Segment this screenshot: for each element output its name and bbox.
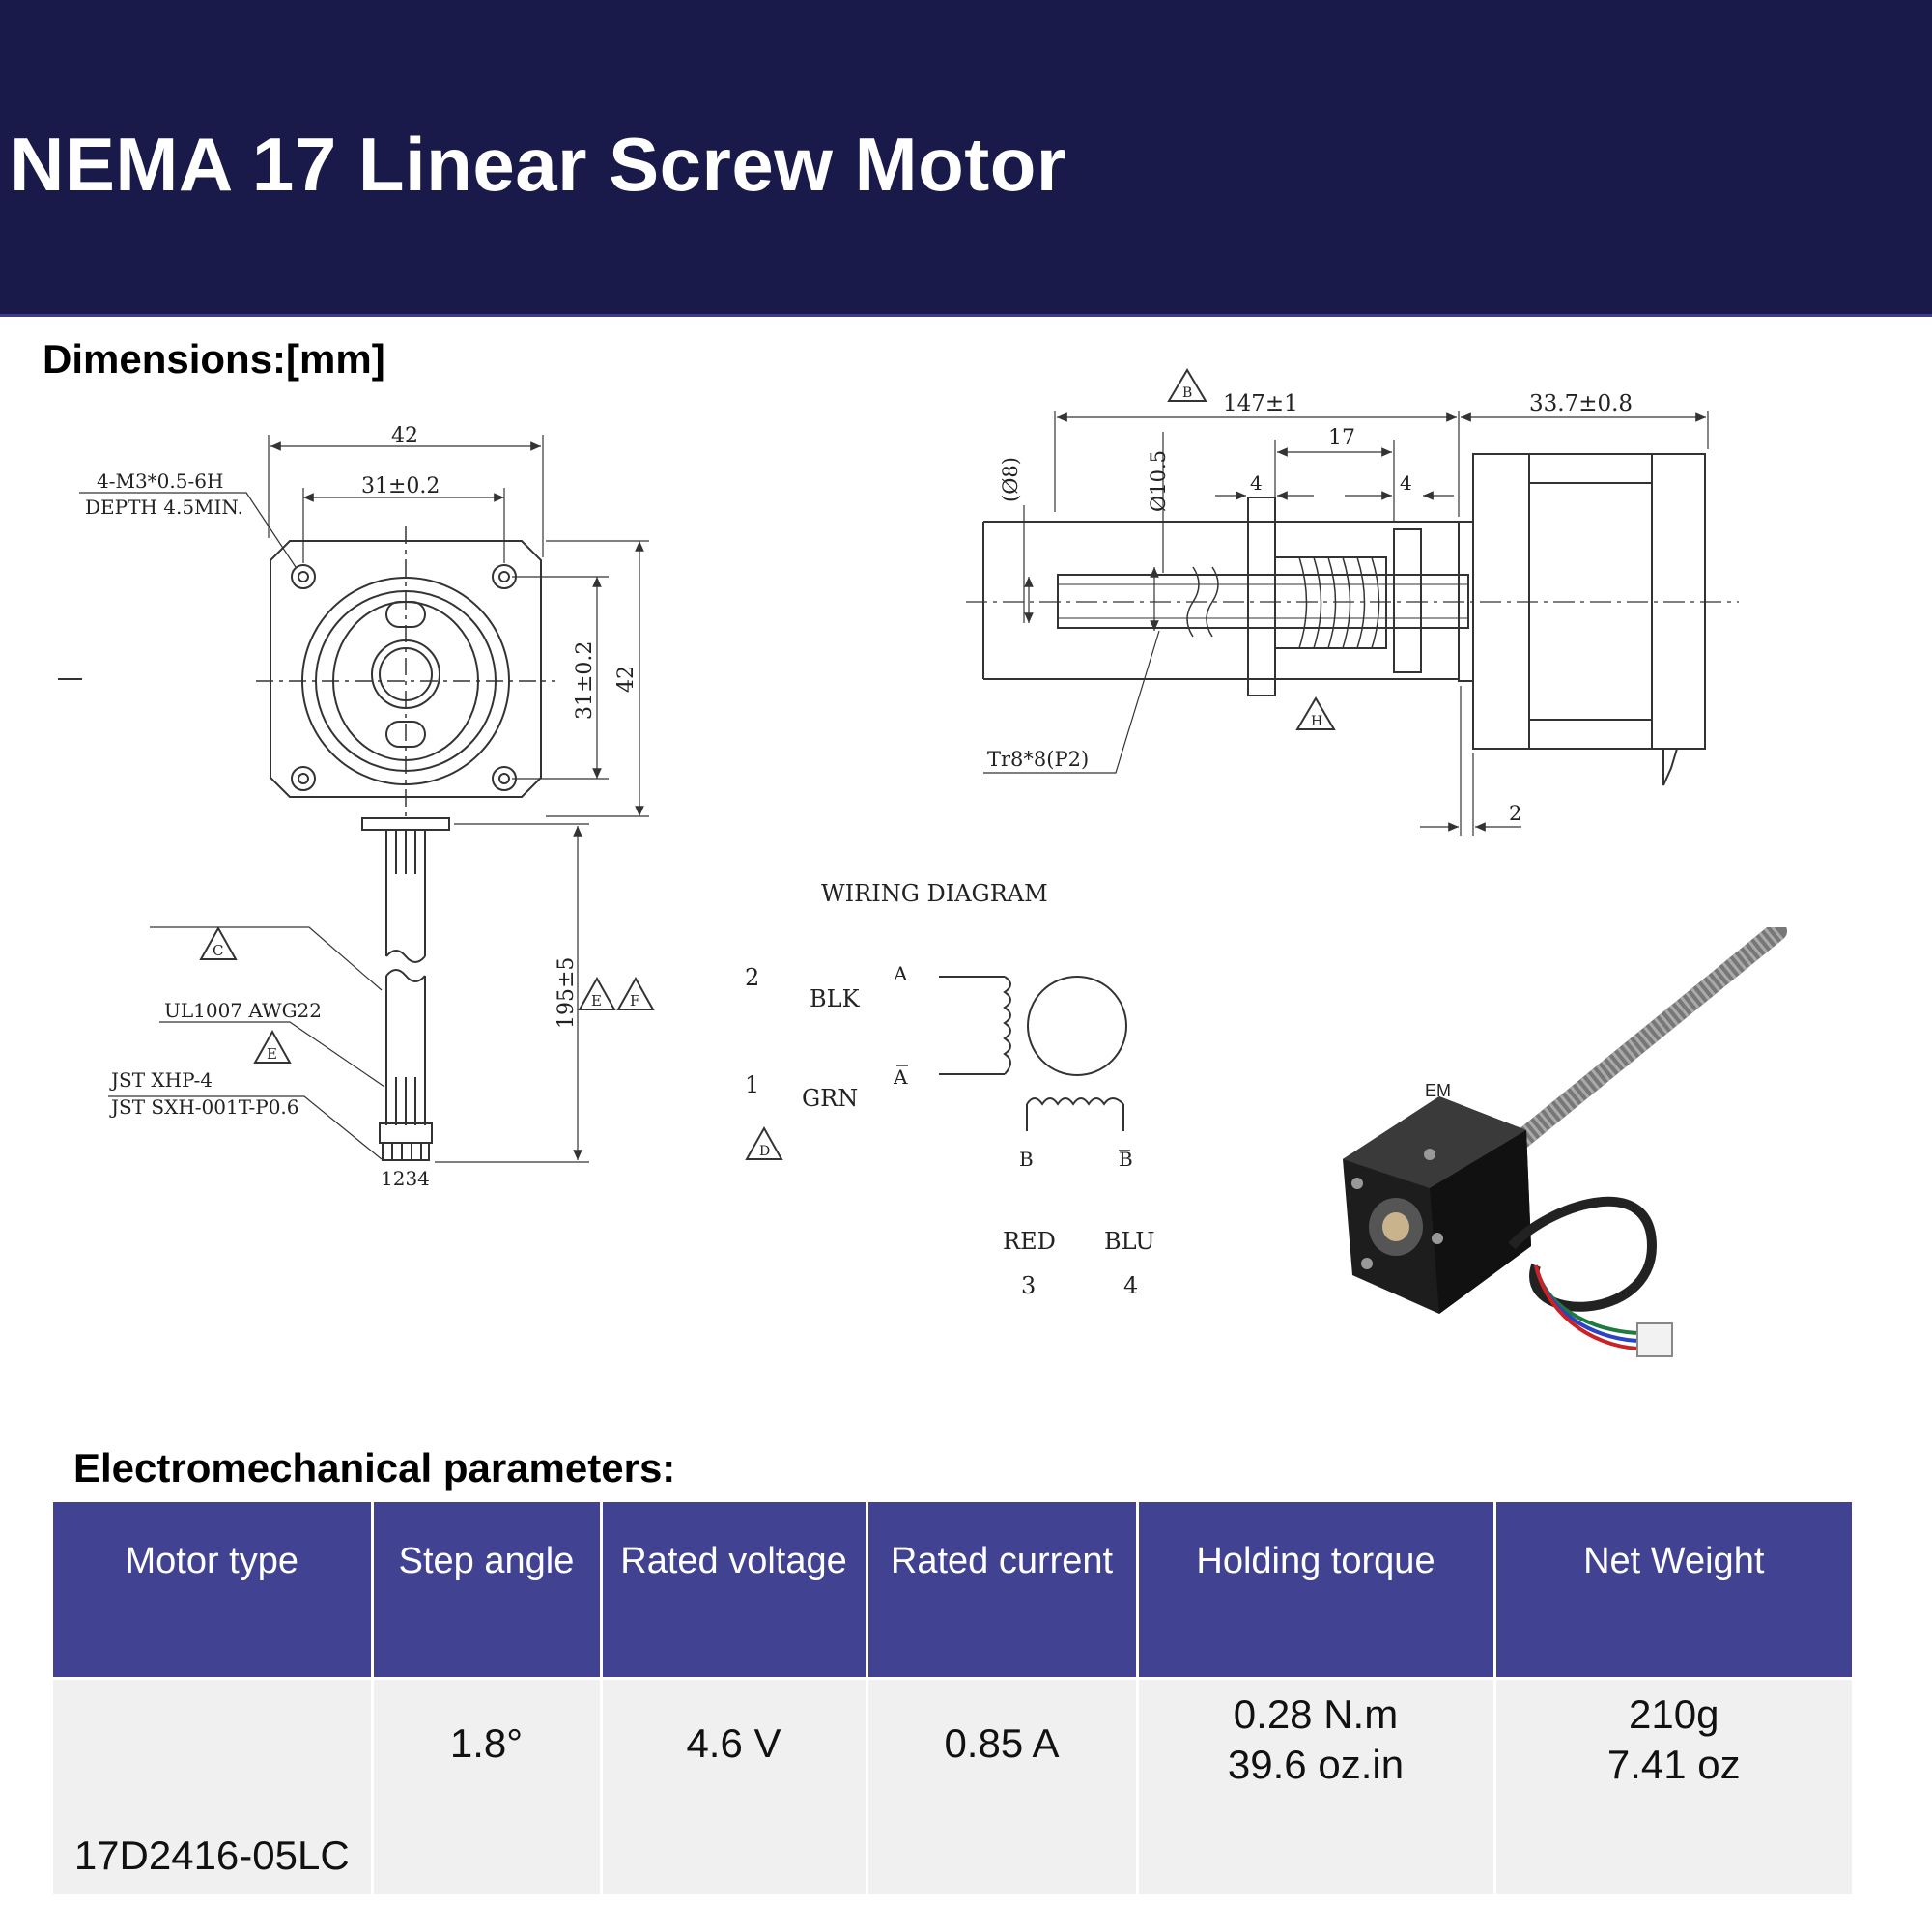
- side-view-labels: [987, 385, 1633, 825]
- net-weight-oz: 7.41 oz: [1606, 1742, 1741, 1787]
- front-view: [58, 435, 653, 1162]
- cell-holding-torque: [1137, 1679, 1494, 1895]
- thread-note-1: 4-M3*0.5-6H: [97, 469, 224, 493]
- screw-dia: (Ø8): [999, 457, 1022, 502]
- dimensions-heading: Dimensions:[mm]: [43, 336, 385, 382]
- coil-a-bar-label: A: [894, 1065, 908, 1089]
- table-header-row: [53, 1502, 1852, 1679]
- dim-hole-spacing-vertical: 31±0.2: [573, 640, 597, 720]
- wire-blu: BLU: [1104, 1228, 1155, 1255]
- header-holding-torque: Holding torque: [1137, 1502, 1494, 1679]
- coil-a-label: A: [894, 962, 908, 985]
- marker-b-label: B: [1182, 385, 1193, 401]
- lead-length: 195±5: [554, 956, 579, 1029]
- holding-torque-nm: 0.28 N.m: [1233, 1691, 1399, 1737]
- body-length: 33.7±0.8: [1529, 391, 1634, 416]
- nut-body: [1275, 557, 1386, 648]
- pin-4: 4: [1123, 1272, 1139, 1299]
- parameters-table: [53, 1502, 1852, 1894]
- pin-1: 1: [745, 1071, 760, 1098]
- connector: [380, 1123, 432, 1143]
- total-length: 147±1: [1223, 391, 1298, 416]
- cell-motor-type: 17D2416-05LC: [53, 1679, 372, 1895]
- wiring-title: WIRING DIAGRAM: [821, 880, 1048, 907]
- connector-note-1: JST XHP-4: [111, 1068, 213, 1092]
- thread-note-2: DEPTH 4.5MIN.: [85, 496, 243, 519]
- table-row: [53, 1679, 1852, 1895]
- wire-red: RED: [1003, 1228, 1056, 1255]
- dim-hole-spacing: 31±0.2: [361, 474, 440, 498]
- cell-step-angle: 1.8°: [372, 1679, 601, 1895]
- cell-rated-current: 0.85 A: [867, 1679, 1137, 1895]
- header-motor-type: Motor type: [53, 1502, 372, 1679]
- cell-net-weight: [1494, 1679, 1852, 1895]
- connector-note-2: JST SXH-001T-P0.6: [111, 1095, 299, 1119]
- screw-spec: Tr8*8(P2): [987, 748, 1090, 771]
- cell-rated-voltage: 4.6 V: [601, 1679, 867, 1895]
- pin-numbers: 1234: [381, 1167, 430, 1190]
- coil-b: [1027, 1098, 1123, 1104]
- marker-h-label: H: [1311, 714, 1323, 729]
- pin-3: 3: [1021, 1272, 1037, 1299]
- wiring-labels: [745, 880, 1155, 1299]
- front-view-labels: [85, 424, 639, 1190]
- wire-blk: BLK: [810, 985, 860, 1012]
- mount-hole: [292, 767, 315, 790]
- product-photo: [1323, 927, 1806, 1430]
- nut-flange: [1248, 497, 1275, 696]
- holding-torque-ozin: 39.6 oz.in: [1227, 1742, 1405, 1787]
- connector-photo: [1637, 1323, 1672, 1356]
- header-rated-current: Rated current: [867, 1502, 1137, 1679]
- net-weight-g: 210g: [1629, 1691, 1719, 1737]
- header-step-angle: Step angle: [372, 1502, 601, 1679]
- dim-width: 42: [391, 424, 418, 448]
- dim-height: 42: [614, 666, 639, 693]
- nut-dia: Ø10.5: [1147, 450, 1170, 512]
- mount-hole: [292, 565, 315, 588]
- wire-grn: GRN: [802, 1085, 859, 1112]
- photo-watermark: EM: [1425, 1081, 1451, 1100]
- marker-e2-label: E: [591, 992, 602, 1009]
- pin-2: 2: [745, 964, 760, 991]
- header-rated-voltage: Rated voltage: [601, 1502, 867, 1679]
- page-title: NEMA 17 Linear Screw Motor: [10, 122, 1066, 207]
- marker-e1-label: E: [267, 1045, 277, 1063]
- header-net-weight: Net Weight: [1494, 1502, 1852, 1679]
- cable-note: UL1007 AWG22: [164, 999, 323, 1022]
- nut-span: 17: [1328, 426, 1355, 450]
- marker-d-label: D: [759, 1144, 771, 1159]
- rotor-circle: [1028, 977, 1126, 1075]
- marker-c-label: C: [213, 942, 224, 959]
- nut-left: 4: [1250, 471, 1263, 495]
- marker-f-label: F: [630, 992, 640, 1009]
- coil-a: [1005, 977, 1010, 1074]
- page-header: [0, 0, 1932, 317]
- boss-height: 2: [1509, 802, 1522, 825]
- coil-b-label: B: [1019, 1148, 1034, 1171]
- coil-b-bar-label: B: [1119, 1148, 1133, 1171]
- nut-right: 4: [1400, 471, 1412, 495]
- params-heading: Electromechanical parameters:: [73, 1445, 676, 1491]
- wiring-diagram: [747, 977, 1130, 1159]
